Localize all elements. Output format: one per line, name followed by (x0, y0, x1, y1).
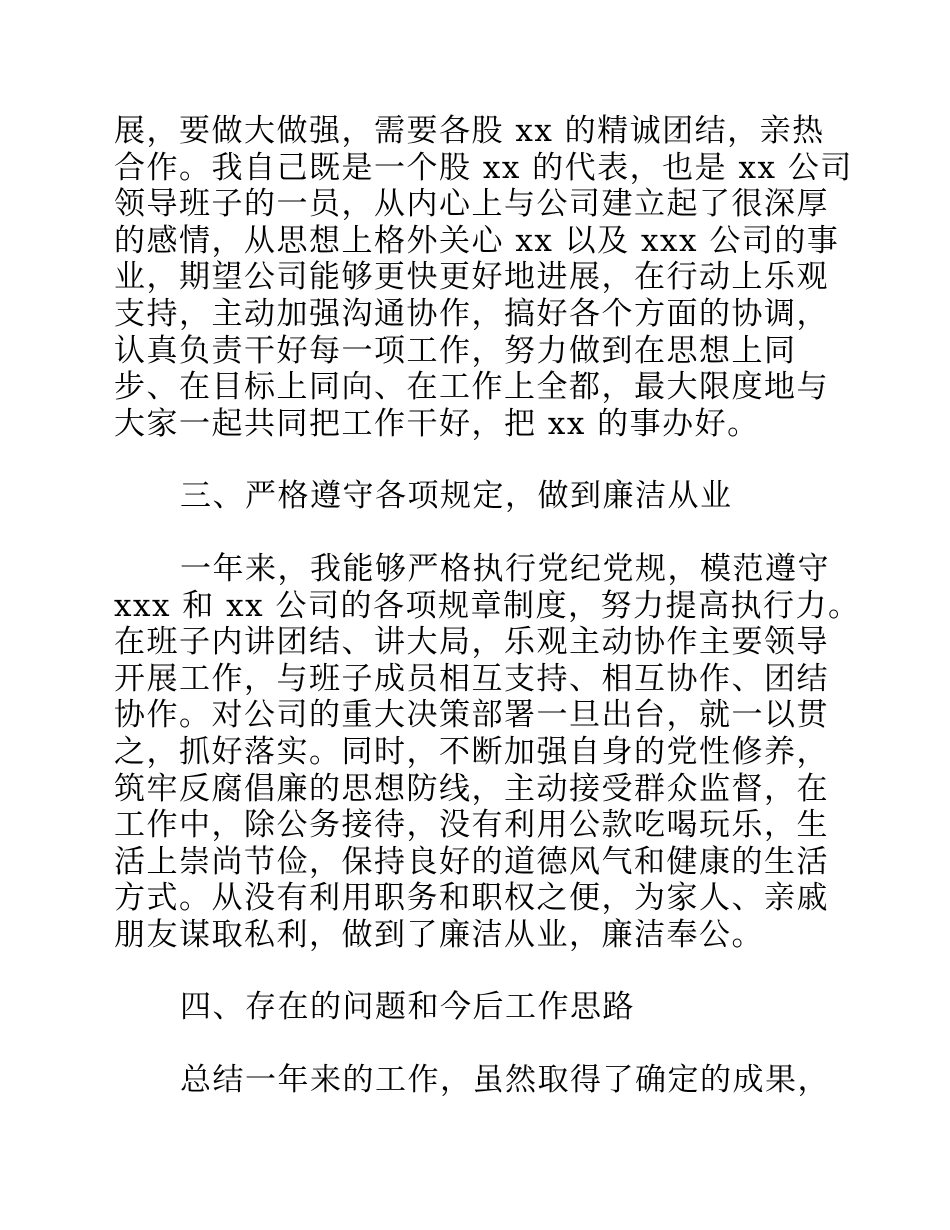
section-heading-4: 四、存在的问题和今后工作思路 (180, 989, 635, 1026)
text-line: 支持，主动加强沟通协作，搞好各个方面的协调， (114, 295, 829, 332)
text-line: 合作。我自己既是一个股 xx 的代表，也是 xx 公司 (114, 149, 853, 186)
section-heading-3: 三、严格遵守各项规定，做到廉洁从业 (180, 478, 733, 515)
text-line: 之，抓好落实。同时，不断加强自身的党性修养， (114, 733, 829, 770)
paragraph-summary (114, 1062, 834, 1099)
text-line: 领导班子的一员，从内心上与公司建立起了很深厚 (114, 186, 829, 223)
document-body (114, 113, 861, 1099)
text-line: 朋友谋取私利，做到了廉洁从业，廉洁奉公。 (114, 916, 764, 953)
text-line: 一年来，我能够严格执行党纪党规，模范遵守 (180, 550, 830, 587)
text-line: 开展工作，与班子成员相互支持、相互协作、团结 (114, 660, 829, 697)
text-line: 展，要做大做强，需要各股 xx 的精诚团结，亲热 (114, 113, 825, 149)
paragraph-spacer (114, 515, 834, 551)
text-line: 大家一起共同把工作干好，把 xx 的事办好。 (114, 405, 760, 442)
paragraph-spacer (114, 1026, 834, 1062)
paragraph-unity-cooperation (114, 113, 853, 442)
paragraph-spacer (114, 953, 834, 989)
text-line: xxx 和 xx 公司的各项规章制度，努力提高执行力。 (114, 587, 861, 624)
text-line: 业，期望公司能够更快更好地进展，在行动上乐观 (114, 259, 829, 296)
text-line: 协作。对公司的重大决策部署一旦出台，就一以贯 (114, 697, 829, 734)
text-line: 工作中，除公务接待，没有利用公款吃喝玩乐，生 (114, 807, 829, 844)
text-line: 筑牢反腐倡廉的思想防线，主动接受群众监督，在 (114, 770, 829, 807)
text-line: 在班子内讲团结、讲大局，乐观主动协作主要领导 (114, 624, 829, 661)
text-line: 方式。从没有利用职务和职权之便，为家人、亲戚 (114, 880, 829, 917)
text-line: 活上崇尚节俭，保持良好的道德风气和健康的生活 (114, 843, 829, 880)
text-line: 认真负责干好每一项工作，努力做到在思想上同 (114, 332, 797, 369)
paragraph-integrity (114, 550, 861, 954)
text-line: 总结一年来的工作，虽然取得了确定的成果， (180, 1062, 830, 1099)
text-line: 的感情，从思想上格外关心 xx 以及 xxx 公司的事 (114, 222, 840, 259)
text-line: 步、在目标上同向、在工作上全都，最大限度地与 (114, 369, 829, 406)
paragraph-spacer (114, 442, 834, 478)
